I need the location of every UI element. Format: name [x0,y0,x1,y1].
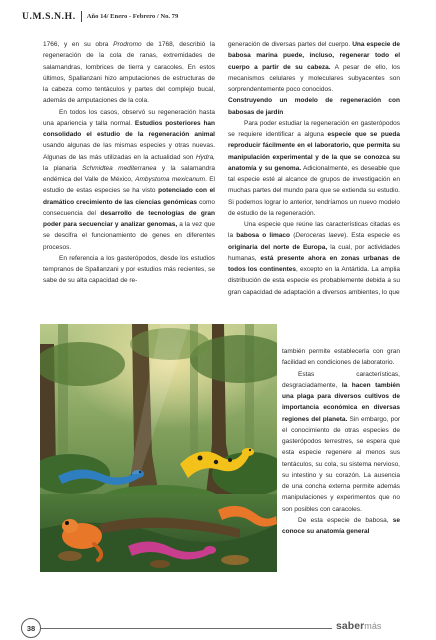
paragraph [282,515,400,538]
issue-info: Año 14/ Enero - Febrero / No. 79 [86,12,179,20]
italic-run: Deroceras laeve [295,232,345,240]
text-run: De esta especie de babosa, [298,516,393,524]
institution-name: U.M.S.N.H. [22,10,76,22]
paragraph [43,39,215,107]
paragraph [282,346,400,369]
italic-run: Ambystoma mexicanum [135,176,206,183]
paragraph [282,369,400,515]
text-run: ( [290,232,296,240]
section-heading: Construyendo un modelo de regeneración con babosas de jardín [228,97,400,116]
text-run: Una especie que reúne las características citadas es la [228,221,400,240]
text-run: la cual, por actividades humanas, [228,243,400,262]
text-run: A pesar de ello, los mecanismos celulares y moleculares subyacentes son sorprendentemente poco conocidos. [228,63,400,93]
bold-run: Estudios posteriores han consolidado el estudio de la regeneración animal [43,119,215,138]
bold-run: originaria del norte de Europa, [228,243,328,251]
article-column-right [228,39,400,298]
italic-run: Schmidtea mediterranea [82,164,157,172]
text-run: Sin embargo, por el conocimiento de otras especies de gasterópodos terrestres, se espera que esta especie regenere al menos sus tentáculos, su cola, su sistema nervioso, su intestino y su corazón. La ausencia de una concha externa permite además manipulaciones y experimentos que no son posibles con caracoles. [282,415,400,513]
italic-run: Prodromo [113,41,142,48]
paragraph [228,39,400,95]
text-run: En todos los casos, observó su regeneración hasta una apariencia y talla normal. [43,108,215,127]
text-run: Adicionalmente, es deseable que tal especie esté al alcance de grupos de investigación en muchas partes del mundo para que se extienda su estudio. Si podemos lograr lo anterior, tendríamos un nuevo modelo de estudio de la regeneración. [228,164,400,217]
text-run: como consecuencia del [43,198,215,217]
page-footer [0,612,436,640]
text-run: usando algunas de las mismas especies y otras nuevas. Algunas de las más utilizadas en la actualidad son [43,142,215,161]
article-column-wrap [282,346,400,537]
text-run: la planaria [43,164,83,172]
bold-run: potenciado con el dramático crecimiento de las ciencias genómicas [43,187,215,206]
italic-run: Hydra, [195,153,215,161]
bold-run: la hacen también una plaga para diversos cultivos de importancia económica en diversas regiones del planeta. [282,381,400,423]
text-run: , excepto en la Antártida. La amplia distribución de esta especie es probablemente debida a su gran capacidad de adaptación a diversos ambientes, lo que [228,266,400,296]
text-run: Estas características, desgraciadamente, [282,370,400,389]
text-run: también permite establecerla con gran facilidad en condiciones de laboratorio. [282,348,400,367]
text-run: En referencia a los gasterópodos, desde los estudios tempranos de Spallanzani y por estudios más recientes, se sabe de su alta capacidad de re- [43,254,215,285]
text-run: y la salamandra endémica del Valle de México, [43,164,215,183]
text-run: 1766, y en su obra [43,41,114,48]
text-run: Para poder estudiar la regeneración en gasterópodos se requiere identificar a alguna [228,119,400,138]
forest-salamanders-illustration [40,324,277,572]
bold-run: babosa o limaco [236,232,290,240]
bold-run: se conoce su anatomía general [282,516,400,535]
bold-run: Una especie de babosa marina puede, incluso, regenerar todo el cuerpo a partir de su cabeza. [228,41,400,71]
brand-wordmark: sabermás [336,621,382,632]
text-run: ). Esta especie es [344,232,400,240]
text-run: a la vez que se descifra el funcionamiento de genes en diferentes procesos. [43,221,216,251]
paragraph [228,219,400,298]
article-column-left [43,39,215,287]
bold-run: desarrollo de tecnologías de gran poder para secuenciar y analizar genomas, [43,209,215,228]
text-run: de 1768, describió la regeneración de la cola de ranas, extremidades de salamandras, lombrices de tierra y caracoles. En estos últimos, Spallanzani hizo amputaciones de estructuras de la cabeza como tentáculos y partes del complejo bucal, además de amputaciones de la cola. [43,41,216,105]
bold-run: está presente ahora en zonas urbanas de todos los continentes [228,254,400,273]
paragraph [43,107,215,253]
page-header [22,9,178,23]
page-number: 38 [21,618,41,638]
text-run: generación de diversas partes del cuerpo. [228,41,353,48]
footer-rule [40,628,332,629]
text-run: . El estudio de estas especies se ha visto [43,176,215,195]
header-divider [81,11,82,22]
paragraph [228,118,400,219]
paragraph [43,253,215,287]
sabermas-logo [336,620,408,637]
bold-run: especie que se pueda reproducir fácilmente en el laboratorio, que permita su manipulación experimental y de la que se conozca su anatomía y su genoma. [228,131,400,172]
